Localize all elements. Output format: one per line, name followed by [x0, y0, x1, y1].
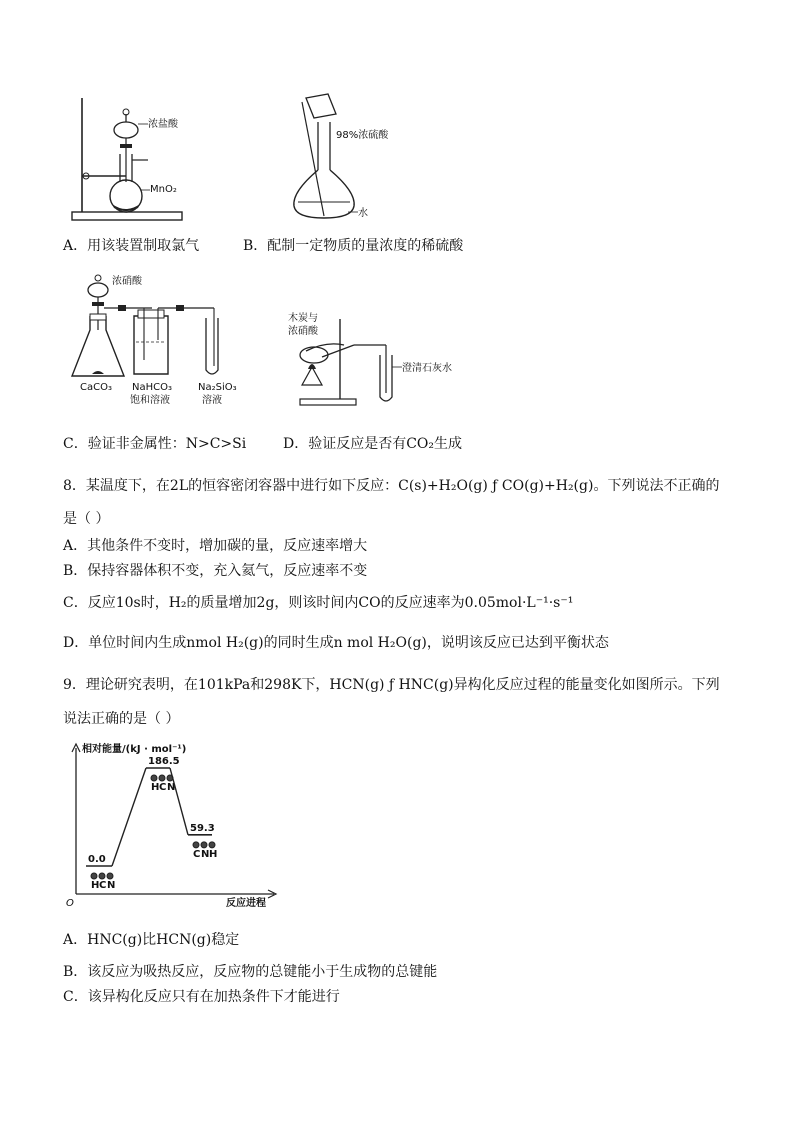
atom-hcn-2	[107, 873, 113, 879]
fig-b-label-water: 水	[358, 208, 368, 219]
q9-stem-line2: 说法正确的是（ ）	[63, 711, 180, 727]
atom-label-hnc-0: C	[193, 848, 201, 860]
atom-label-hcn-2: N	[107, 880, 116, 891]
q9-option-b: B．该反应为吸热反应，反应物的总键能小于生成物的总键能	[63, 964, 438, 980]
atom-hnc-1	[201, 842, 207, 848]
energy-value-hnc: 59.3	[190, 822, 215, 834]
fig-d-label-nitric: 浓硝酸	[288, 326, 318, 337]
option-b-fig: B．配制一定物质的量浓度的稀硫酸	[243, 238, 464, 254]
fig-d-label-carbon: 木炭与	[288, 313, 318, 324]
q9-stem-line1: 9．理论研究表明，在101kPa和298K下，HCN(g) ƒ HNC(g)异构化反应过程的能量变化如图所示。下列	[63, 677, 720, 693]
figure-c-nonmetal-apparatus	[64, 270, 254, 412]
fig-b-label-acid: 98%浓硫酸	[336, 130, 389, 141]
option-a-fig: A．用该装置制取氯气	[63, 238, 200, 254]
figure-a-chlorine-apparatus	[68, 92, 218, 224]
figure-b-volumetric-flask	[284, 92, 394, 224]
atom-hcn-0	[91, 873, 97, 879]
y-axis-label: 相对能量/(kJ · mol⁻¹)	[82, 744, 187, 755]
fig-c-label-caco3: CaCO₃	[80, 382, 112, 393]
atom-hnc-0	[193, 842, 199, 848]
fig-c-label-na2sio3: Na₂SiO₃	[198, 382, 237, 393]
atom-label-hnc-1: N	[201, 848, 210, 860]
option-c-fig: C．验证非金属性：N>C>Si	[63, 436, 247, 452]
atom-hnc-2	[209, 842, 215, 848]
option-d-fig: D．验证反应是否有CO₂生成	[283, 436, 463, 452]
atom-label-ts-1: C	[159, 782, 167, 793]
energy-path-0	[112, 768, 146, 866]
q8-stem-line1: 8．某温度下，在2L的恒容密闭容器中进行如下反应：C(s)+H₂O(g) ƒ CO(g)+H₂(g)。下列说法不正确的	[63, 478, 720, 494]
fig-c-label-saturated: 饱和溶液	[130, 395, 170, 406]
x-axis-label: 反应进程	[226, 898, 266, 909]
atom-label-ts-2: N	[167, 782, 176, 793]
fig-c-label-solution: 溶液	[202, 395, 222, 406]
atom-ts-1	[159, 775, 165, 781]
q8-option-a: A．其他条件不变时，增加碳的量，反应速率增大	[63, 538, 368, 554]
fig-c-label-nahco3: NaHCO₃	[132, 382, 172, 393]
atom-label-hnc-2: H	[209, 848, 218, 860]
q8-option-d: D．单位时间内生成nmol H₂(g)的同时生成n mol H₂O(g)，说明该反应已达到平衡状态	[63, 635, 609, 651]
q9-option-a: A．HNC(g)比HCN(g)稳定	[63, 932, 240, 948]
q8-option-c: C．反应10s时，H₂的质量增加2g，则该时间内CO的反应速率为0.05mol·L⁻¹·s⁻¹	[63, 595, 574, 611]
energy-diagram	[60, 740, 290, 910]
atom-hcn-1	[99, 873, 105, 879]
energy-path-1	[170, 768, 188, 835]
atom-label-ts-0: H	[151, 782, 160, 793]
atom-label-hcn-1: C	[99, 880, 107, 891]
atom-label-hcn-0: H	[91, 880, 100, 891]
figure-d-co2-apparatus	[282, 305, 472, 411]
energy-value-hcn: 0.0	[88, 854, 106, 865]
atom-ts-0	[151, 775, 157, 781]
fig-a-label-mno2: MnO₂	[150, 184, 177, 195]
fig-a-label-hcl: 浓盐酸	[148, 119, 178, 130]
energy-value-ts: 186.5	[148, 756, 180, 767]
energy-marks	[86, 756, 217, 891]
fig-c-label-acid: 浓硝酸	[112, 276, 142, 287]
q9-option-c: C．该异构化反应只有在加热条件下才能进行	[63, 989, 340, 1005]
q8-option-b: B．保持容器体积不变，充入氦气，反应速率不变	[63, 563, 368, 579]
origin-label: O	[66, 898, 74, 909]
fig-d-label-limewater: 澄清石灰水	[402, 363, 452, 374]
q8-stem-line2: 是（ ）	[63, 511, 110, 527]
